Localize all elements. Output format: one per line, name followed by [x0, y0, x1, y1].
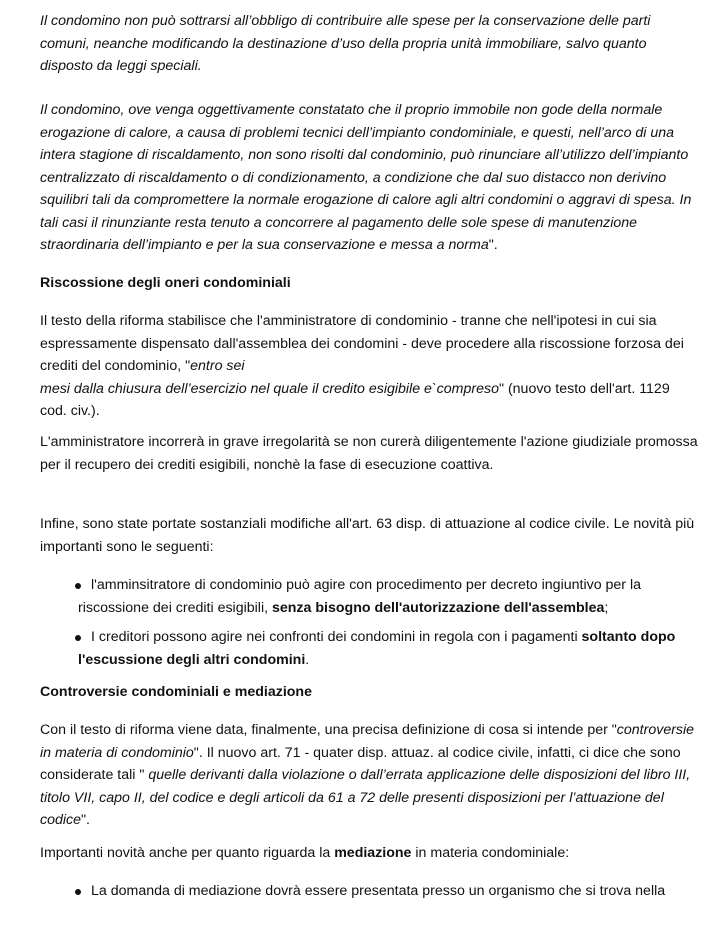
intro-paragraph-2-end: ". — [488, 237, 498, 253]
heading-riscossione: Riscossione degli oneri condominiali — [40, 275, 291, 291]
intro-paragraph-1: Il condomino non può sottrarsi all’obbligo di contribuire alle spese per la conservazione delle parti comuni, neanche modificando la destinazione d’uso della propria unità immobiliare, salvo quanto disposto da leggi speciali. — [40, 13, 651, 74]
bullet-icon — [75, 583, 81, 589]
paragraph-mediazione — [40, 842, 700, 865]
intro-paragraph-2 — [40, 99, 700, 257]
mediazione-text-a: Importanti novità anche per quanto riguarda la — [40, 845, 335, 861]
riscossione-italic-2: mesi dalla chiusura dell’esercizio nel quale il credito esigibile e`compreso — [40, 380, 499, 397]
controversie-text-a: Con il testo di riforma viene data, finalmente, una precisa definizione di cosa si intende per " — [40, 722, 617, 738]
list-item — [78, 880, 708, 903]
controversie-italic-1: controversie in materia di condominio — [40, 722, 695, 761]
novita-list — [78, 574, 708, 671]
paragraph-controversie — [40, 719, 700, 832]
paragraph-art63: Infine, sono state portate sostanziali modifiche all'art. 63 disp. di attuazione al codice civile. Le novità più importanti sono le seguenti: — [40, 516, 695, 555]
heading-controversie: Controversie condominiali e mediazione — [40, 684, 312, 700]
riscossione-text-b: " (nuovo testo dell'art. 1129 cod. civ.). — [40, 380, 670, 419]
list-item — [78, 574, 708, 619]
bullet-icon — [75, 889, 81, 895]
bullet-icon — [75, 635, 81, 641]
riscossione-italic-1: entro sei — [190, 358, 245, 374]
list-item — [78, 626, 708, 671]
paragraph-riscossione-1 — [40, 310, 700, 423]
list-item-text: I creditori possono agire nei confronti dei condomini in regola con i pagamenti soltanto dopo l'escussione degli altri condomini. — [78, 629, 676, 668]
riscossione-text-a: Il testo della riforma stabilisce che l'amministratore di condominio - tranne che nell'ipotesi in cui sia espressamente dispensato dall'assemblea dei condomini - deve procedere alla riscossione forzosa dei crediti del condominio, " — [40, 313, 684, 374]
list-item-text: l'amminsitratore di condominio può agire con procedimento per decreto ingiuntivo per la riscossione dei crediti esigibili, senza bisogno dell'autorizzazione dell'assemblea; — [78, 577, 642, 616]
list-item-text: La domanda di mediazione dovrà essere presentata presso un organismo che si trova nella — [91, 883, 666, 899]
mediazione-bold: mediazione — [334, 845, 412, 861]
intro-paragraph-2-text: Il condomino, ove venga oggettivamente constatato che il proprio immobile non gode della normale erogazione di calore, a causa di problemi tecnici dell’impianto condominiale, e questi, nell’arco di una intera stagione di riscaldamento, non sono risolti dal condominio, può rinunciare all’utilizzo dell’impianto centralizzato di riscaldamento o di condizionamento, a condizione che dal suo distacco non derivino squilibri tali da compromettere la normale erogazione di calore agli altri condomini o aggravi di spesa. In tali casi il rinunziante resta tenuto a concorrere al pagamento delle sole spese di manutenzione straordinaria dell’impianto e per la sua conservazione e messa a norma — [40, 102, 692, 253]
controversie-text-c: ". — [81, 812, 90, 828]
controversie-italic-2: quelle derivanti dalla violazione o dall’errata applicazione delle disposizioni del libro III, titolo VII, capo II, del codice e degli articoli da 61 a 72 delle presenti disposizioni per l’attuazione del codice — [40, 767, 691, 828]
list-item-bold: soltanto dopo l'escussione degli altri condomini — [78, 629, 676, 668]
mediazione-text-b: in materia condominiale: — [411, 845, 570, 861]
mediazione-list — [78, 880, 708, 903]
paragraph-riscossione-2: L'amministratore incorrerà in grave irregolarità se non curerà diligentemente l'azione giudiziale promossa per il recupero dei crediti esigibili, nonchè la fase di esecuzione coattiva. — [40, 434, 698, 473]
list-item-bold: senza bisogno dell'autorizzazione dell'assemblea — [271, 599, 605, 616]
controversie-text-b: ". Il nuovo art. 71 - quater disp. attuaz. al codice civile, infatti, ci dice che sono considerate tali " — [40, 744, 681, 783]
